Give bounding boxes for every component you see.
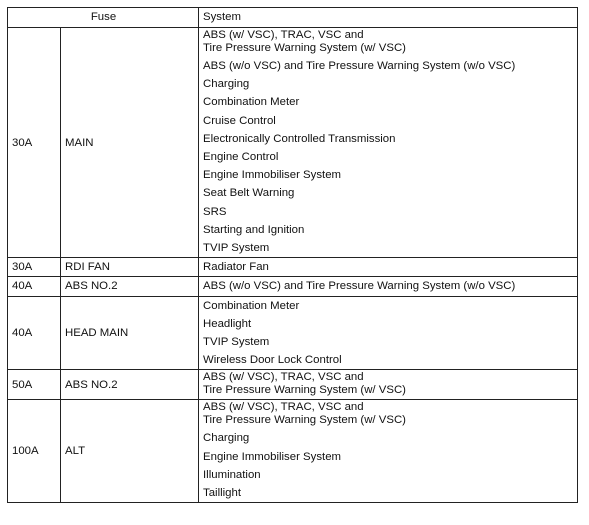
fuse-amperage: 100A [8, 400, 61, 503]
system-list [199, 277, 578, 296]
fuse-name: ABS NO.2 [61, 370, 199, 400]
system-list [199, 296, 578, 370]
fuse-amperage: 50A [8, 370, 61, 400]
fuse-amperage: 30A [8, 28, 61, 258]
fuse-name: ABS NO.2 [61, 277, 199, 296]
table-row [8, 296, 578, 370]
system-item: Taillight [203, 487, 242, 500]
system-item: Starting and Ignition [203, 223, 305, 236]
header-row [8, 8, 578, 28]
system-list [199, 258, 578, 277]
system-item: ABS (w/o VSC) and Tire Pressure Warning System (w/o VSC) [203, 280, 516, 293]
system-item: Seat Belt Warning [203, 187, 295, 200]
system-item: ABS (w/ VSC), TRAC, VSC and Tire Pressure Warning System (w/ VSC) [203, 29, 406, 54]
fuse-name: RDI FAN [61, 258, 199, 277]
fuse-column-header: Fuse [8, 8, 199, 28]
system-item: Combination Meter [203, 96, 300, 109]
system-item: TVIP System [203, 336, 270, 349]
system-item: Illumination [203, 468, 261, 481]
fuse-amperage: 30A [8, 258, 61, 277]
system-item: ABS (w/ VSC), TRAC, VSC and Tire Pressure Warning System (w/ VSC) [203, 401, 406, 426]
system-item: ABS (w/o VSC) and Tire Pressure Warning System (w/o VSC) [203, 60, 516, 72]
system-item: Engine Control [203, 151, 279, 164]
table-row [8, 400, 578, 503]
system-list [199, 400, 578, 503]
system-item: Radiator Fan [203, 261, 269, 274]
table-row [8, 28, 578, 258]
system-item: Engine Immobiliser System [203, 450, 342, 463]
table-row [8, 277, 578, 296]
system-item: TVIP System [203, 242, 270, 255]
fuse-amperage: 40A [8, 296, 61, 370]
system-item: Electronically Controlled Transmission [203, 132, 396, 145]
system-item: Cruise Control [203, 114, 276, 127]
table-row [8, 258, 578, 277]
system-item: ABS (w/ VSC), TRAC, VSC and Tire Pressure Warning System (w/ VSC) [203, 371, 406, 396]
system-item: Combination Meter [203, 299, 300, 312]
fuse-amperage: 40A [8, 277, 61, 296]
fuse-name: MAIN [61, 28, 199, 258]
system-item: Engine Immobiliser System [203, 169, 342, 182]
table-header [8, 8, 578, 28]
fuse-name: HEAD MAIN [61, 296, 199, 370]
system-list [199, 28, 578, 258]
system-column-header: System [199, 8, 578, 28]
fuse-name: ALT [61, 400, 199, 503]
system-item: SRS [203, 205, 227, 218]
system-list [199, 370, 578, 400]
system-item: Headlight [203, 317, 252, 330]
system-item: Wireless Door Lock Control [203, 354, 342, 367]
table-body [8, 28, 578, 503]
fuse-table [7, 7, 578, 503]
table-row [8, 370, 578, 400]
system-item: Charging [203, 78, 250, 91]
system-item: Charging [203, 432, 250, 445]
